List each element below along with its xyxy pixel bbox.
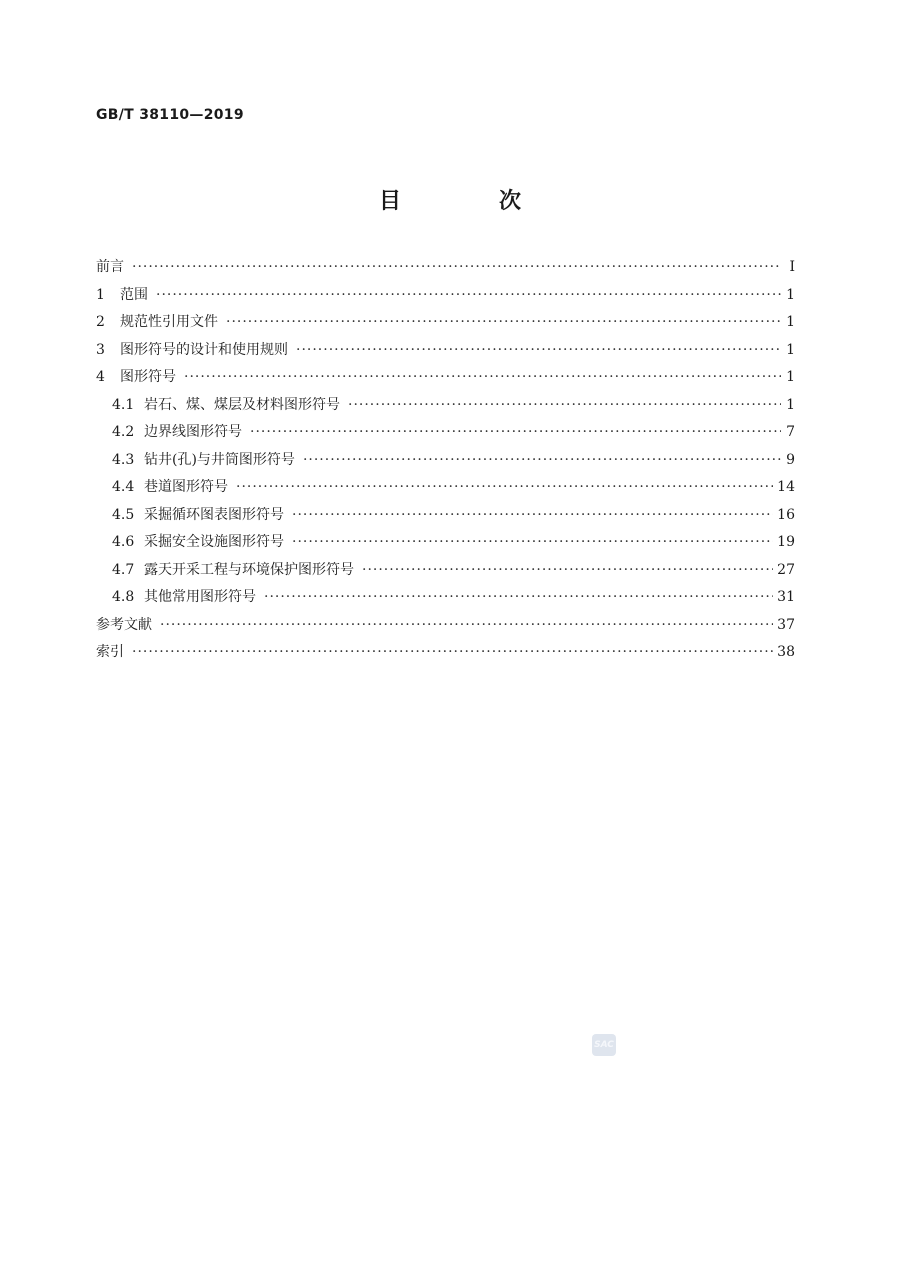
toc-entry[interactable]	[96, 449, 795, 477]
toc-entry[interactable]	[96, 559, 795, 587]
toc-entry[interactable]	[96, 366, 795, 394]
toc-entry-label: 巷道图形符号	[144, 479, 228, 495]
toc-entry-number: 4.7	[112, 561, 135, 578]
toc-dot-leader	[132, 644, 773, 660]
toc-entry-page: 7	[786, 424, 795, 440]
toc-entry-label: 钻井(孔)与井筒图形符号	[144, 451, 295, 468]
toc-entry-page: 1	[786, 369, 795, 385]
toc-entry[interactable]	[96, 339, 795, 367]
sac-logo-icon: SAC	[592, 1034, 616, 1056]
toc-dot-leader	[303, 452, 781, 468]
toc-entry-page: 38	[777, 644, 795, 660]
toc-dot-leader	[292, 507, 773, 523]
toc-entry[interactable]	[96, 311, 795, 339]
toc-entry[interactable]	[96, 614, 795, 642]
toc-dot-leader	[250, 424, 781, 440]
toc-entry-label: 边界线图形符号	[144, 424, 242, 440]
toc-entry[interactable]	[96, 641, 795, 669]
table-of-contents	[96, 256, 795, 669]
toc-entry-number: 1	[96, 286, 105, 303]
toc-dot-leader	[156, 287, 781, 303]
toc-dot-leader	[348, 397, 781, 413]
toc-dot-leader	[362, 562, 773, 578]
toc-entry-page: 16	[777, 506, 795, 523]
toc-entry-number: 4.8	[112, 589, 135, 605]
toc-entry-label: 索引	[96, 644, 124, 660]
toc-entry-number: 4	[96, 369, 105, 385]
toc-entry-number: 4.1	[112, 396, 135, 413]
toc-entry[interactable]	[96, 421, 795, 449]
toc-entry-label: 其他常用图形符号	[144, 589, 256, 605]
toc-entry-label: 参考文献	[96, 616, 152, 633]
toc-entry-label: 图形符号的设计和使用规则	[120, 341, 288, 358]
toc-dot-leader	[160, 617, 773, 633]
toc-entry[interactable]	[96, 256, 795, 284]
toc-dot-leader	[264, 589, 773, 605]
toc-entry-number: 2	[96, 314, 105, 330]
toc-dot-leader	[236, 479, 773, 495]
toc-entry[interactable]	[96, 476, 795, 504]
toc-dot-leader	[226, 314, 781, 330]
toc-entry-label: 范围	[120, 286, 148, 303]
toc-entry-label: 采掘循环图表图形符号	[144, 506, 284, 523]
document-code: GB/T 38110—2019	[96, 107, 244, 123]
toc-dot-leader	[292, 534, 773, 550]
page-title: 目 次	[378, 189, 559, 214]
toc-entry-page: 31	[777, 589, 795, 605]
toc-entry-page: 37	[777, 616, 795, 633]
toc-entry-page: 19	[777, 534, 795, 550]
toc-entry-number: 4.2	[112, 424, 135, 440]
toc-entry[interactable]	[96, 531, 795, 559]
toc-entry[interactable]	[96, 586, 795, 614]
toc-entry-page: 9	[786, 451, 795, 468]
toc-entry-number: 4.6	[112, 534, 135, 550]
toc-entry-label: 采掘安全设施图形符号	[144, 534, 284, 550]
toc-entry-number: 4.3	[112, 451, 135, 468]
toc-entry-page: 27	[777, 561, 795, 578]
toc-entry[interactable]	[96, 284, 795, 312]
toc-entry-page: Ⅰ	[789, 259, 795, 275]
toc-entry-label: 露天开采工程与环境保护图形符号	[144, 561, 354, 578]
toc-entry-label: 图形符号	[120, 369, 176, 385]
toc-entry[interactable]	[96, 504, 795, 532]
toc-entry-label: 规范性引用文件	[120, 314, 218, 330]
toc-entry-label: 岩石、煤、煤层及材料图形符号	[144, 396, 340, 413]
toc-entry-page: 14	[777, 479, 795, 495]
toc-dot-leader	[184, 369, 781, 385]
toc-entry[interactable]	[96, 394, 795, 422]
toc-entry-page: 1	[786, 396, 795, 413]
toc-entry-number: 3	[96, 341, 105, 358]
toc-entry-number: 4.5	[112, 506, 135, 523]
toc-entry-page: 1	[786, 286, 795, 303]
toc-entry-page: 1	[786, 341, 795, 358]
toc-entry-number: 4.4	[112, 479, 135, 495]
toc-entry-page: 1	[786, 314, 795, 330]
toc-dot-leader	[132, 259, 781, 275]
toc-dot-leader	[296, 342, 781, 358]
toc-entry-label: 前言	[96, 259, 124, 275]
